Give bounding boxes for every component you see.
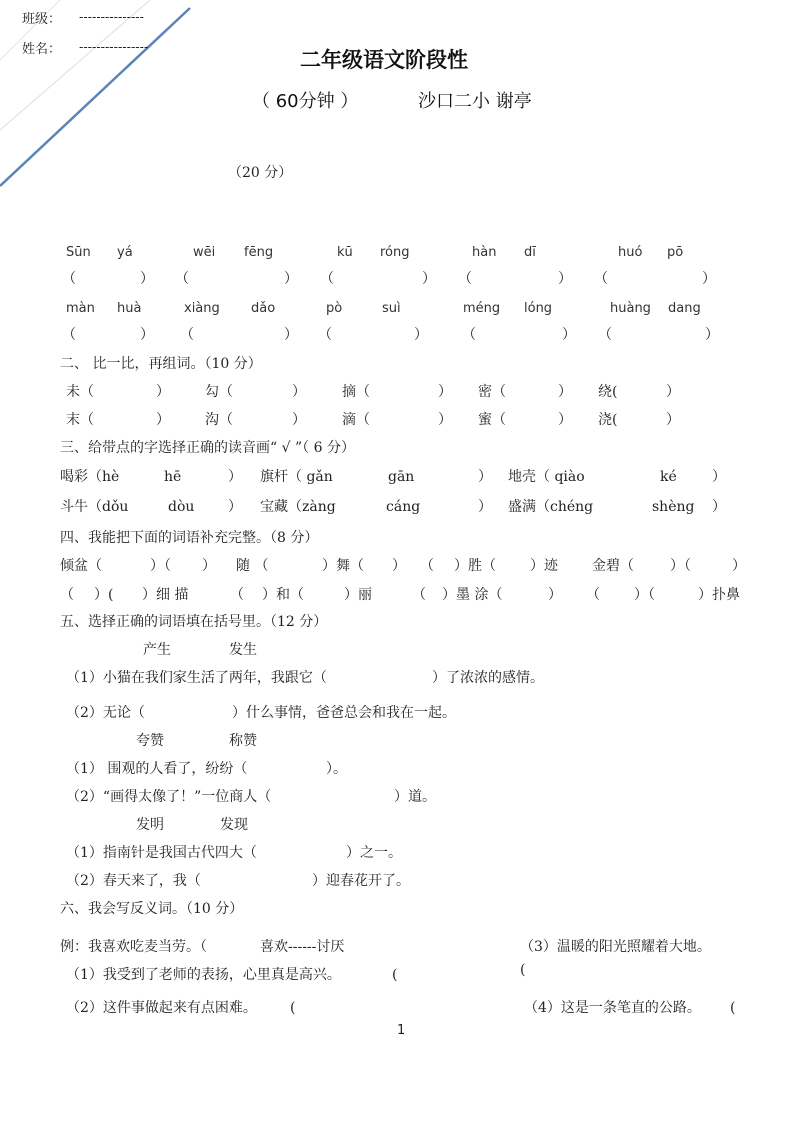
answer-paren[interactable]: ( [730,1000,736,1016]
subtitle-school: 沙口二小 谢亭 [418,91,532,112]
answer-paren: ） [478,469,492,485]
answer-paren[interactable]: （ [598,327,612,343]
name-label: 姓名： [22,42,62,57]
section6-title: 六、我会写反义词。（10 分） [60,901,244,917]
pinyin: huàng [610,301,651,316]
question-text: ）道。 [394,789,436,805]
answer-paren[interactable]: ） [558,271,572,287]
answer-paren[interactable]: （ [462,327,476,343]
question-text: （3）温暖的阳光照耀着大地。 [520,939,711,955]
pinyin: màn [66,301,95,316]
idiom-part[interactable]: ）（ [150,558,171,574]
pinyin: kū [337,245,353,260]
reading-choice[interactable]: 地壳（ qiào [508,469,585,485]
answer-paren[interactable]: ） [414,327,428,343]
idiom-part[interactable]: ） [392,558,406,574]
reading-choice[interactable]: 喝彩（hè [60,469,120,485]
pinyin: hàn [472,245,497,260]
idiom-part[interactable]: ）迹 [530,558,558,574]
idiom-part[interactable]: （ [412,587,426,603]
reading-choice[interactable]: cáng [386,499,421,515]
pinyin: dī [524,245,536,260]
reading-choice[interactable]: hē [164,469,182,485]
answer-paren[interactable]: ） [558,412,572,428]
section1-score: （20 分） [228,165,293,181]
reading-choice[interactable]: 盛满（chéng [508,499,594,515]
question-text: ）了浓浓的感情。 [432,670,544,686]
answer-paren[interactable]: ） [284,327,298,343]
idiom-part[interactable]: ） [202,558,216,574]
answer-paren[interactable]: ） [140,327,154,343]
idiom-part[interactable]: 倾盆（ [60,558,102,574]
idiom-part[interactable]: ） [548,587,562,603]
answer-paren[interactable]: ） [292,384,306,400]
answer-paren[interactable]: ( [290,1000,296,1016]
answer-paren[interactable]: ） [702,271,716,287]
pinyin: Sūn [66,245,91,260]
pinyin: wēi [193,245,216,260]
char-item[interactable]: 蜜（ [478,412,506,428]
answer-paren[interactable]: （ [62,327,76,343]
idiom-part[interactable]: ）细 描 [142,587,189,603]
char-item[interactable]: 勾（ [205,384,233,400]
answer-paren[interactable]: （ [594,271,608,287]
pinyin: méng [463,301,501,316]
section4-title: 四、我能把下面的词语补充完整。（8 分） [60,530,319,546]
idiom-part[interactable]: ） [732,558,746,574]
example-text: 例：我喜欢吃麦当劳。（ [60,939,207,955]
pinyin: pō [667,245,684,260]
answer-paren[interactable]: （ [180,327,194,343]
question-text: ）迎春花开了。 [312,873,410,889]
reading-choice[interactable]: dòu [168,499,195,515]
char-item[interactable]: 沟（ [205,412,233,428]
question-text: （2）春天来了，我（ [66,873,201,889]
reading-choice[interactable]: 旗杆（ gǎn [260,469,333,485]
section3-title: 三、给带点的字选择正确的读音画“ √ ”（ 6 分） [60,440,355,456]
char-item[interactable]: 绕( [598,384,618,400]
answer-paren[interactable]: （ [320,271,334,287]
answer-paren[interactable]: ( [392,967,398,983]
question-text: （4）这是一条笔直的公路。 [524,1000,701,1016]
word-choice: 发明 [136,817,164,833]
answer-paren[interactable]: ） [705,327,719,343]
section5-title: 五、选择正确的词语填在括号里。（12 分） [60,614,328,630]
word-choice: 发现 [220,817,248,833]
answer-paren: ） [712,469,726,485]
answer-paren[interactable]: ） [666,412,680,428]
idiom-part[interactable]: （ [230,587,244,603]
pinyin: pò [326,301,343,316]
pinyin: dǎo [251,301,276,316]
answer-paren[interactable]: （ [458,271,472,287]
word-choice: 夸赞 [136,733,164,749]
answer-paren[interactable]: ） [562,327,576,343]
class-blank[interactable]: --------------- [79,10,144,24]
answer-paren[interactable]: ） [438,412,452,428]
answer-paren: ） [228,499,242,515]
pinyin: huó [618,245,643,260]
idiom-part[interactable]: （ [60,587,74,603]
word-choice: 产生 [143,642,171,658]
question-text: ）之一。 [346,845,402,861]
reading-choice[interactable]: 宝藏（zàng [260,499,336,515]
char-item[interactable]: 未（ [66,384,94,400]
question-text: （1） 围观的人看了，纷纷（ [66,761,248,777]
class-label: 班级： [22,12,62,27]
idiom-part[interactable]: ）墨 涂（ [442,587,503,603]
answer-paren[interactable]: ） [438,384,452,400]
idiom-part[interactable]: ）扑鼻 [698,587,740,603]
question-text: （1）指南针是我国古代四大（ [66,845,257,861]
char-item[interactable]: 末（ [66,412,94,428]
question-text: （1）我受到了老师的表扬，心里真是高兴。 [66,967,341,983]
idiom-part[interactable]: ）丽 [344,587,372,603]
pinyin: xiàng [184,301,220,316]
question-text: （1）小猫在我们家生活了两年，我跟它（ [66,670,327,686]
idiom-part[interactable]: 随 （ [236,558,269,574]
idiom-part[interactable]: （ [586,587,600,603]
answer-paren: ） [228,469,242,485]
answer-paren[interactable]: ） [284,271,298,287]
idiom-part[interactable]: 金碧（ [592,558,634,574]
char-item[interactable]: 摘（ [342,384,370,400]
answer-paren[interactable]: ） [666,384,680,400]
reading-choice[interactable]: gān [388,469,415,485]
answer-paren[interactable]: ( [520,962,526,978]
pinyin: dang [668,301,701,316]
word-choice: 称赞 [229,733,257,749]
idiom-part[interactable]: ）( [94,587,114,603]
page-title: 二年级语文阶段性 [300,48,468,72]
word-choice: 发生 [229,642,257,658]
pinyin: róng [380,245,410,260]
answer-paren[interactable]: ） [292,412,306,428]
answer-paren[interactable]: ） [558,384,572,400]
answer-paren[interactable]: ） [156,384,170,400]
answer-paren: ） [478,499,492,515]
idiom-part[interactable]: ）和（ [262,587,304,603]
reading-choice[interactable]: 斗牛（dǒu [60,499,129,515]
question-text: （2）无论（ [66,705,145,721]
pinyin: fēng [244,245,274,260]
question-text: ）什么事情，爸爸总会和我在一起。 [232,705,456,721]
page-number: 1 [397,1023,406,1038]
answer-paren[interactable]: ） [140,271,154,287]
question-text: ）。 [326,761,347,777]
char-item[interactable]: 密（ [478,384,506,400]
idiom-part[interactable]: ）胜（ [454,558,496,574]
answer-paren: ） [712,499,726,515]
corner-decoration [0,0,200,200]
answer-paren[interactable]: ） [422,271,436,287]
pinyin: lóng [524,301,553,316]
reading-choice[interactable]: shèng [652,499,695,515]
section2-title: 二、 比一比，再组词。（10 分） [60,356,262,372]
reading-choice[interactable]: ké [660,469,677,485]
idiom-part[interactable]: （ [420,558,434,574]
pinyin: suì [382,301,401,316]
char-item[interactable]: 浇( [598,412,618,428]
idiom-part[interactable]: ）（ [634,587,655,603]
answer-paren[interactable]: （ [175,271,189,287]
subtitle-time: （ 60分钟 ） [252,91,359,112]
question-text: （2）“画得太像了！”一位商人（ [66,789,272,805]
char-item[interactable]: 滴（ [342,412,370,428]
pinyin: huà [117,301,142,316]
pinyin: yá [117,245,133,260]
answer-paren[interactable]: ） [156,412,170,428]
answer-paren[interactable]: （ [62,271,76,287]
idiom-part[interactable]: ）（ [670,558,691,574]
question-text: （2）这件事做起来有点困难。 [66,1000,257,1016]
answer-paren[interactable]: （ [318,327,332,343]
idiom-part[interactable]: ）舞（ [322,558,364,574]
name-blank[interactable]: ---------------- [79,40,149,54]
example-answer: 喜欢------讨厌 [260,939,345,955]
